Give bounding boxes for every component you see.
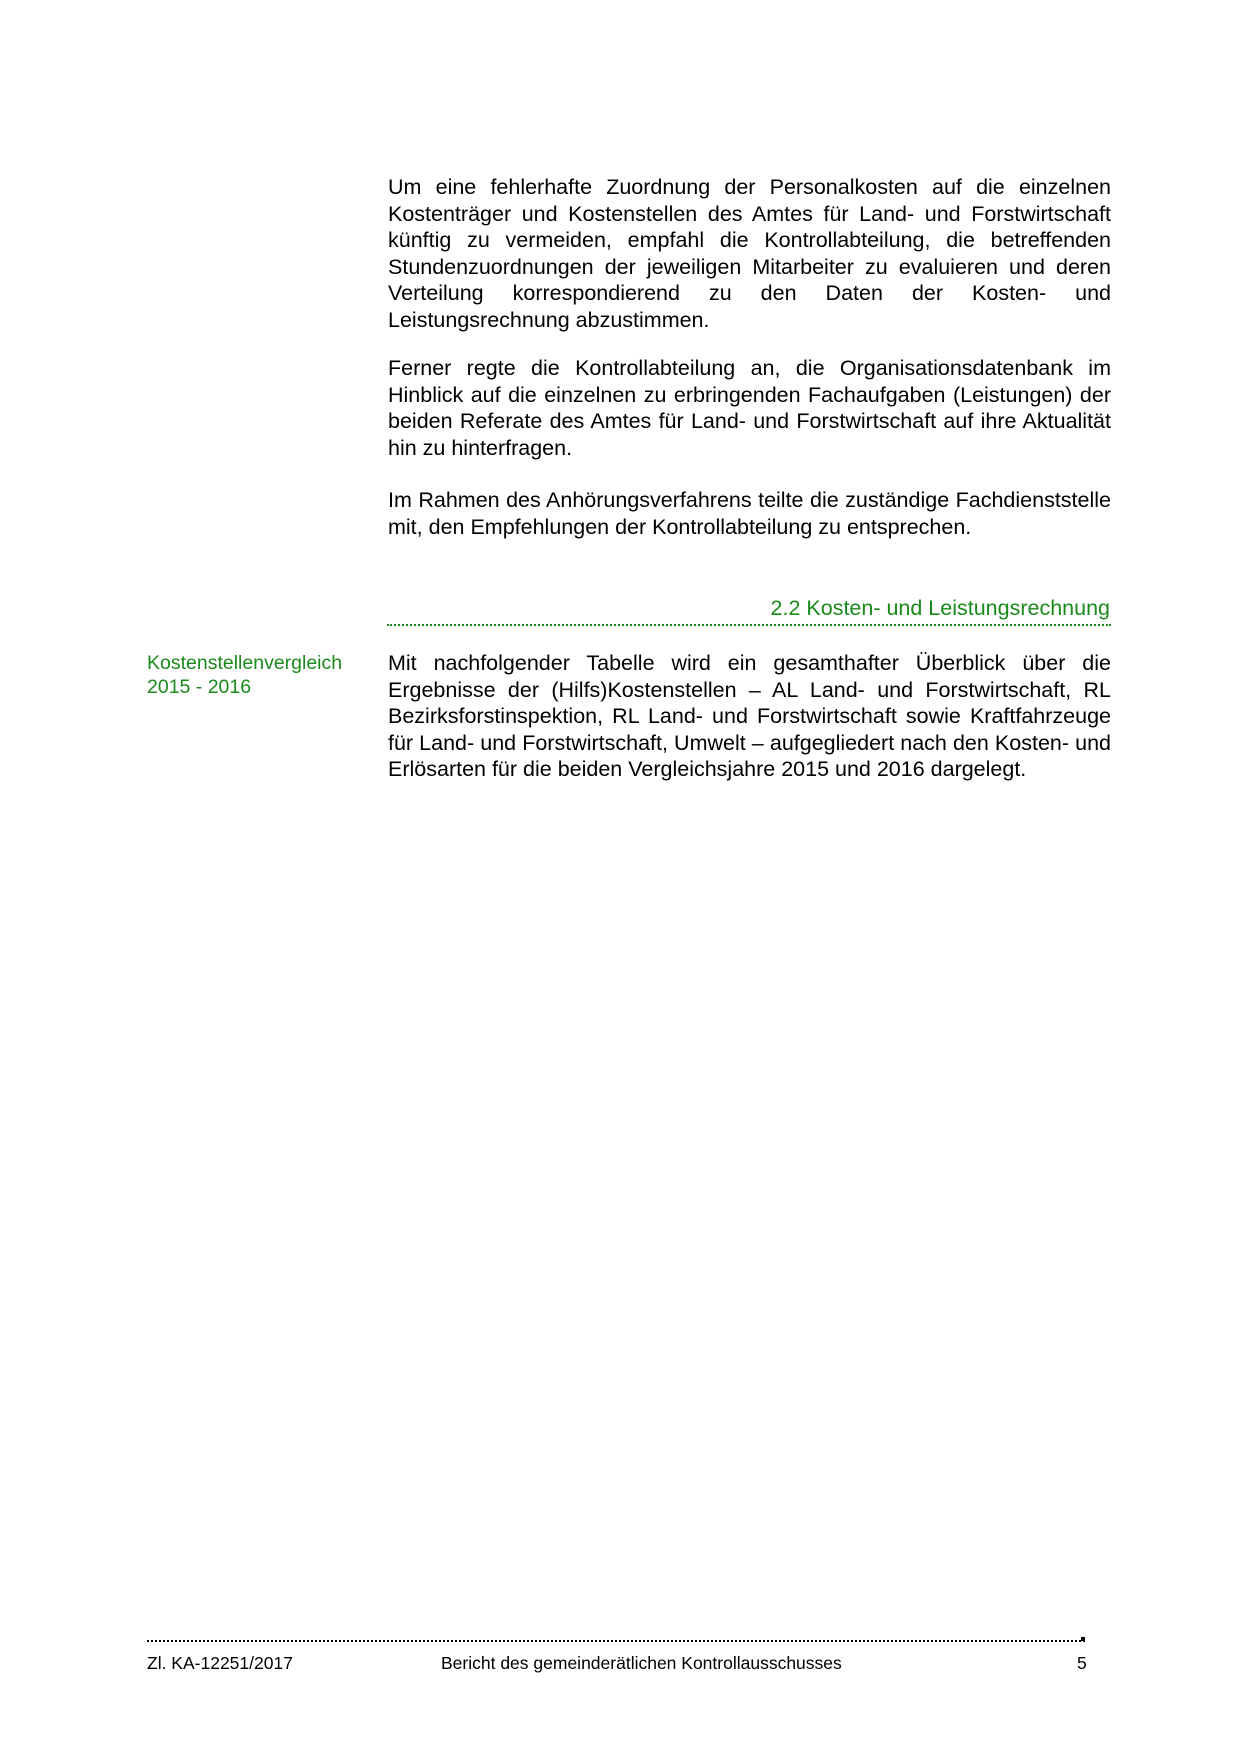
footer-divider: [147, 1640, 1085, 1642]
section-heading: 2.2 Kosten- und Leistungsrechnung: [770, 596, 1110, 620]
body-paragraph: Mit nachfolgender Tabelle wird ein gesamthafter Überblick über die Ergebnisse der (Hilfs)Kostenstellen – AL Land- und Forstwirtschaft, RL Bezirksforstinspektion, RL Land- und Forstwirtschaft sowie Kraftfahrzeuge für Land- und Forstwirtschaft, Umwelt – aufgegliedert nach den Kosten- und Erlösarten für die beiden Vergleichsjahre 2015 und 2016 dargelegt.: [388, 651, 1111, 782]
page-number: 5: [1077, 1653, 1087, 1673]
footer-reference: Zl. KA-12251/2017: [147, 1653, 293, 1673]
body-paragraph: Im Rahmen des Anhörungsverfahrens teilte die zuständige Fachdienststelle mit, den Empfehlungen der Kontrollabteilung zu entsprechen.: [388, 488, 1111, 539]
margin-note-line: 2015 - 2016: [147, 676, 252, 698]
footer-title: Bericht des gemeinderätlichen Kontrollausschusses: [441, 1653, 842, 1673]
body-paragraph: Um eine fehlerhafte Zuordnung der Personalkosten auf die einzelnen Kostenträger und Kostenstellen des Amtes für Land- und Forstwirtschaft künftig zu vermeiden, empfahl die Kontrollabteilung, die betreffenden Stundenzuordnungen der jeweiligen Mitarbeiter zu evaluieren und deren Verteilung korrespondierend zu den Daten der Kosten- und Leistungsrechnung abzustimmen.: [388, 175, 1111, 332]
margin-note: [147, 651, 377, 699]
footer-divider-end: [1081, 1637, 1085, 1641]
section-divider: [387, 624, 1111, 626]
body-paragraph: Ferner regte die Kontrollabteilung an, die Organisationsdatenbank im Hinblick auf die einzelnen zu erbringenden Fachaufgaben (Leistungen) der beiden Referate des Amtes für Land- und Forstwirtschaft auf ihre Aktualität hin zu hinterfragen.: [388, 356, 1111, 460]
margin-note-line: Kostenstellenvergleich: [147, 652, 343, 674]
